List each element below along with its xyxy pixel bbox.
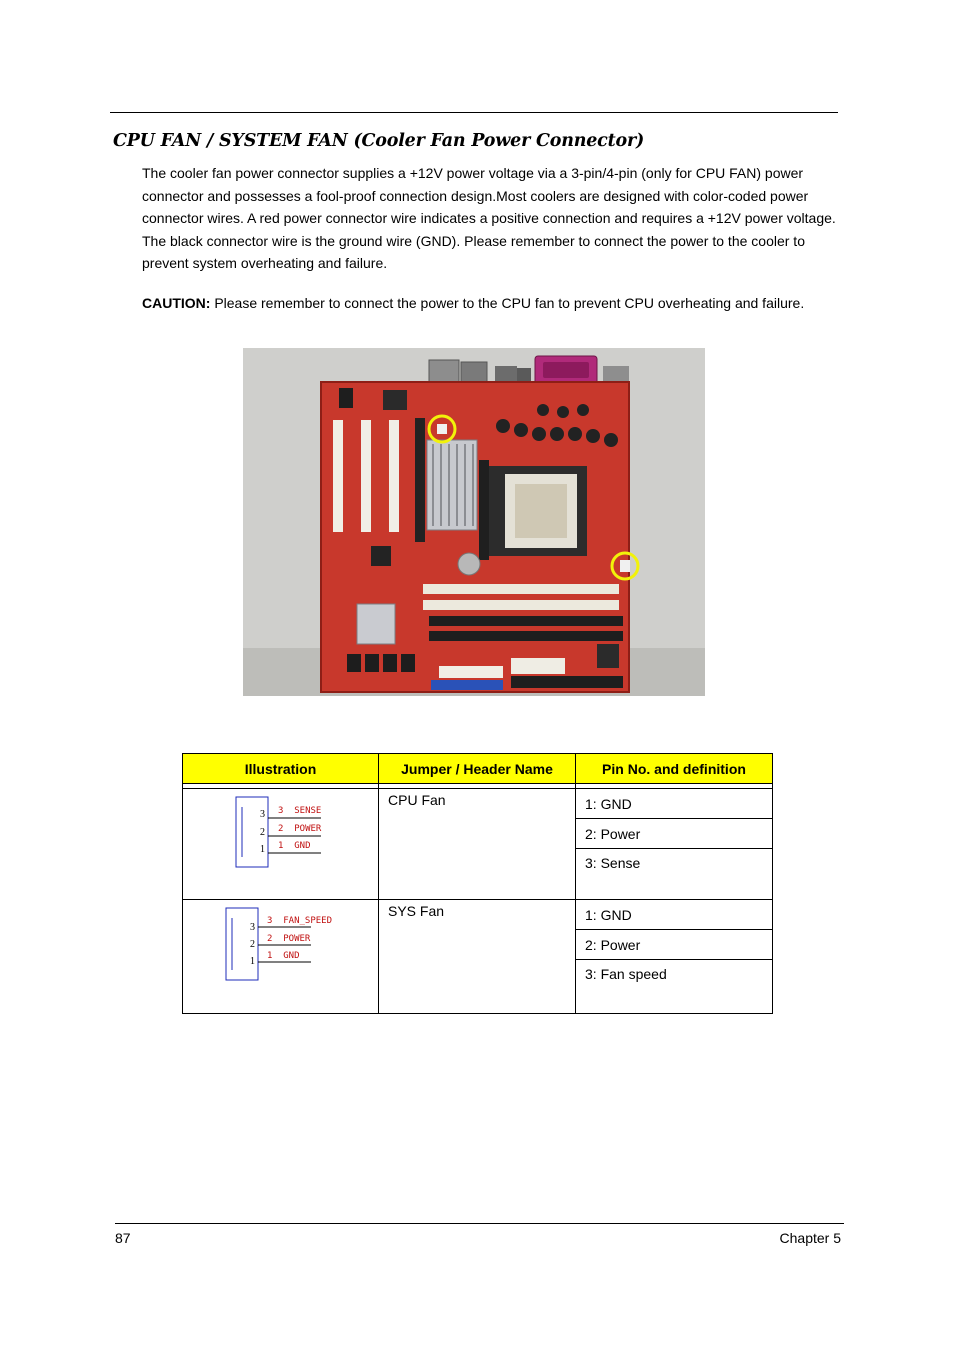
top-rule [110,112,838,113]
pin-number-1: 1 [250,956,255,967]
header-jumper-name: Jumper / Header Name [379,754,576,784]
signal-label-fan-speed: 3 FAN_SPEED [267,916,333,926]
fan-connector-table [182,753,773,1014]
page-number: 87 [115,1230,131,1246]
table-header-row [183,754,773,784]
caution-label: CAUTION: [142,295,211,311]
bottom-rule [115,1223,844,1224]
pin-number-2: 2 [250,939,255,950]
header-pin-definition: Pin No. and definition [576,754,773,784]
pin-number-2: 2 [260,827,265,838]
signal-label-sense: 3 SENSE [278,806,322,816]
cpu-fan-schematic [183,789,379,899]
intro-paragraph: The cooler fan power connector supplies a +12V power voltage via a 3-pin/4-pin (only for CPU FAN) power connector and possesses a fool-proof connection design.Most coolers are designed with color-coded power connector wires. A red power connector wire indicates a positive connection and requires a +12V power voltage. The black connector wire is the ground wire (GND). Please remember to connect the power to the cooler to prevent system overheating and failure. [142,165,836,272]
sys-fan-name: SYS Fan [379,900,576,1014]
sys-fan-illustration-cell [183,900,379,1014]
pin-number-3: 3 [250,922,255,933]
motherboard-photo [243,348,705,696]
table-row [183,789,773,819]
header-illustration: Illustration [183,754,379,784]
caution-paragraph [142,292,847,315]
sys-fan-pin-1: 1: GND [576,900,773,930]
sys-fan-pin-2: 2: Power [576,930,773,960]
signal-label-power: 2 POWER [278,824,322,834]
signal-label-gnd: 1 GND [278,841,311,851]
chapter-label: Chapter 5 [779,1230,841,1246]
pin-number-3: 3 [260,809,265,820]
table-row [183,900,773,930]
sys-fan-schematic [183,900,379,1014]
sys-fan-pin-3: 3: Fan speed [576,960,773,1014]
pin-number-1: 1 [260,844,265,855]
caution-text: Please remember to connect the power to the CPU fan to prevent CPU overheating and failure. [210,295,805,311]
cpu-fan-name: CPU Fan [379,789,576,900]
cpu-fan-pin-1: 1: GND [576,789,773,819]
cpu-fan-pin-3: 3: Sense [576,849,773,900]
cpu-fan-illustration-cell [183,789,379,900]
signal-label-power: 2 POWER [267,934,311,944]
signal-label-gnd: 1 GND [267,951,300,961]
section-title: CPU FAN / SYSTEM FAN (Cooler Fan Power Connector) [113,131,645,151]
cpu-fan-pin-2: 2: Power [576,819,773,849]
